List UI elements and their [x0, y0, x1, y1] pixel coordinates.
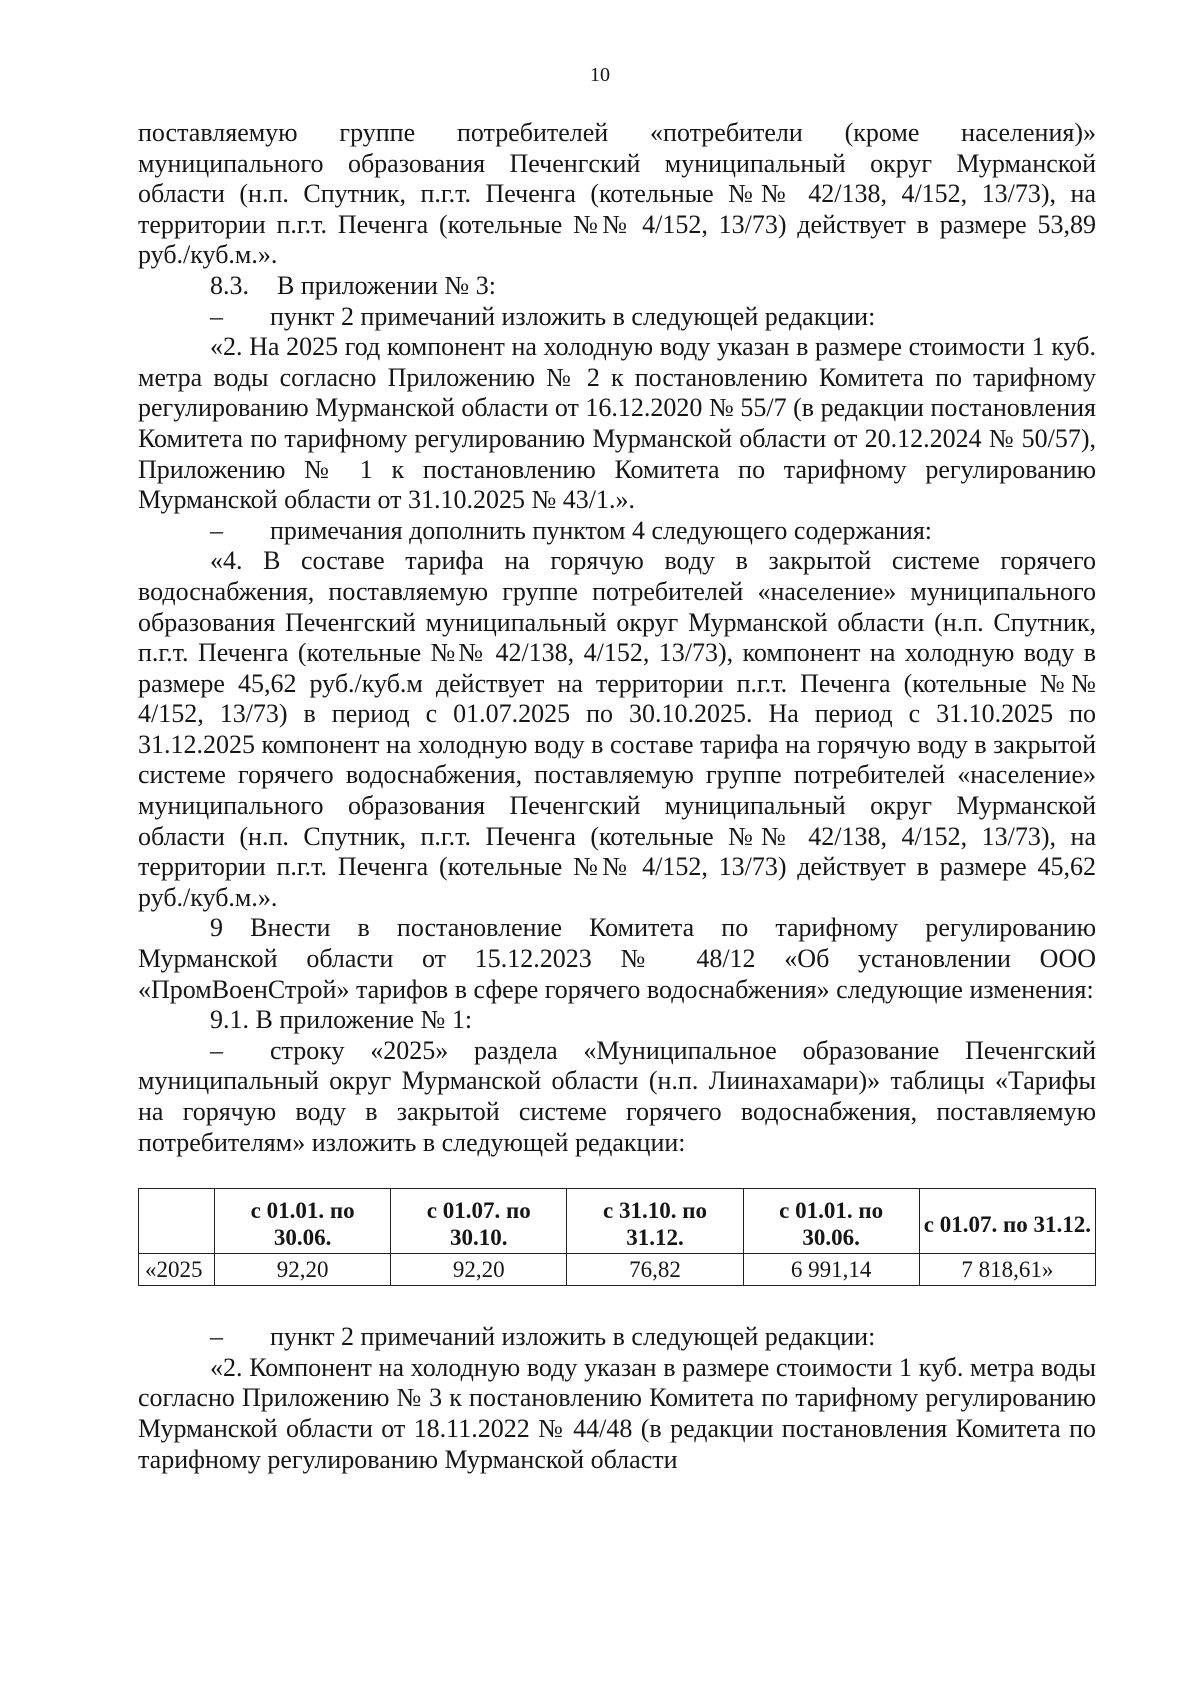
section-9-1-heading: 9.1. В приложение № 1: — [210, 1005, 473, 1035]
quoted-note-4: «4. В составе тарифа на горячую воду в закрытой системе горячего водоснабжения, поставляемую группе потребителей «население» муниципального образования Печенгский муниципальный округ Мурманской области (н.п. Спутник, п.г.т. Печенга (котельные №№ 42/138, 4/152, 13/73), компонент на холодную воду в размере 45,62 руб./куб.м действует на территории п.г.т. Печенга (котельные №№ 4/152, 13/73) в период с 01.07.2025 по 30.10.2025. На период с 31.10.2025 по 31.12.2025 компонент на холодную воду в составе тарифа на горячую воду в закрытой системе горячего водоснабжения, поставляемую группе потребителей «население» муниципального образования Печенгский муниципальный округ Мурманской области (н.п. Спутник, п.г.т. Печенга (котельные №№ 42/138, 4/152, 13/73), на территории п.г.т. Печенга (котельные №№ 4/152, 13/73) действует в размере 45,62 руб./куб.м.». — [138, 546, 1096, 912]
table-header-cell: с 01.07. по 30.10. — [391, 1189, 567, 1254]
section-number: 8.3. — [210, 270, 249, 300]
table-row — [139, 1254, 1096, 1286]
quoted-note-2: «2. На 2025 год компонент на холодную воду указан в размере стоимости 1 куб. метра воды согласно Приложению № 2 к постановлению Комитета по тарифному регулированию Мурманской области от 16.12.2020 № 55/7 (в редакции постановления Комитета по тарифному регулированию Мурманской области от 20.12.2024 № 50/57), Приложению № 1 к постановлению Комитета по тарифному регулированию Мурманской области от 31.10.2025 № 43/1.». — [138, 332, 1096, 515]
dash-marker: – — [210, 301, 223, 331]
section-8-3-heading — [138, 271, 1096, 302]
dash-item-text: пункт 2 примечаний изложить в следующей редакции: — [270, 301, 876, 331]
page-number: 10 — [590, 64, 610, 86]
dash-marker: – — [210, 1322, 223, 1352]
dash-item — [138, 1322, 1096, 1353]
dash-item — [138, 516, 1096, 547]
section-9-paragraph: 9 Внести в постановление Комитета по тарифному регулированию Мурманской области от 15.12.2023 № 48/12 «Об установлении ООО «ПромВоенСтрой» тарифов в сфере горячего водоснабжения» следующие изменения: — [138, 913, 1096, 1004]
dash-item-text: примечания дополнить пунктом 4 следующего содержания: — [270, 515, 933, 545]
paragraph-continuation: муниципального образования Печенгский муниципальный округ Мурманской области (н.п. Спутник, п.г.т. Печенга (котельные №№ 42/138, 4/152, 13/73), на территории п.г.т. Печенга (котельные №№ 4/152, 13/73) действует в размере 53,89 руб./куб.м.». — [138, 148, 1096, 270]
table-row-label: «2025 — [139, 1254, 215, 1286]
table-cell: 7 818,61» — [919, 1254, 1095, 1286]
table-header-cell — [139, 1189, 215, 1254]
table-cell: 92,20 — [215, 1254, 391, 1286]
dash-marker: – — [210, 1035, 223, 1065]
dash-item-text: строку «2025» раздела «Муниципальное образование Печенгский муниципальный округ Мурманской области (н.п. Лиинахамари)» таблицы «Тарифы на горячую воду в закрытой системе горячего водоснабжения, поставляемую потребителям» изложить в следующей редакции: — [138, 1035, 1096, 1157]
dash-item — [138, 302, 1096, 333]
dash-item-text: пункт 2 примечаний изложить в следующей редакции: — [270, 1322, 876, 1352]
section-title: В приложении № 3: — [277, 270, 496, 300]
dash-marker: – — [210, 515, 223, 545]
table-cell: 6 991,14 — [743, 1254, 919, 1286]
table-header-row — [139, 1189, 1096, 1254]
quoted-note-2-cold-water: «2. Компонент на холодную воду указан в размере стоимости 1 куб. метра воды согласно Приложению № 3 к постановлению Комитета по тарифному регулированию Мурманской области от 18.11.2022 № 44/48 (в редакции постановления Комитета по тарифному регулированию Мурманской области — [138, 1352, 1096, 1474]
table-header-cell: с 31.10. по 31.12. — [567, 1189, 743, 1254]
tariff-table — [138, 1188, 1096, 1286]
table-header-cell: с 01.07. по 31.12. — [919, 1189, 1095, 1254]
document-body — [138, 118, 1096, 1475]
table-header-cell: с 01.01. по 30.06. — [743, 1189, 919, 1254]
table-cell: 76,82 — [567, 1254, 743, 1286]
table-header-cell: с 01.01. по 30.06. — [215, 1189, 391, 1254]
paragraph-continuation-first-line: поставляемую группе потребителей «потребители (кроме населения)» — [138, 118, 1096, 147]
table-cell: 92,20 — [391, 1254, 567, 1286]
